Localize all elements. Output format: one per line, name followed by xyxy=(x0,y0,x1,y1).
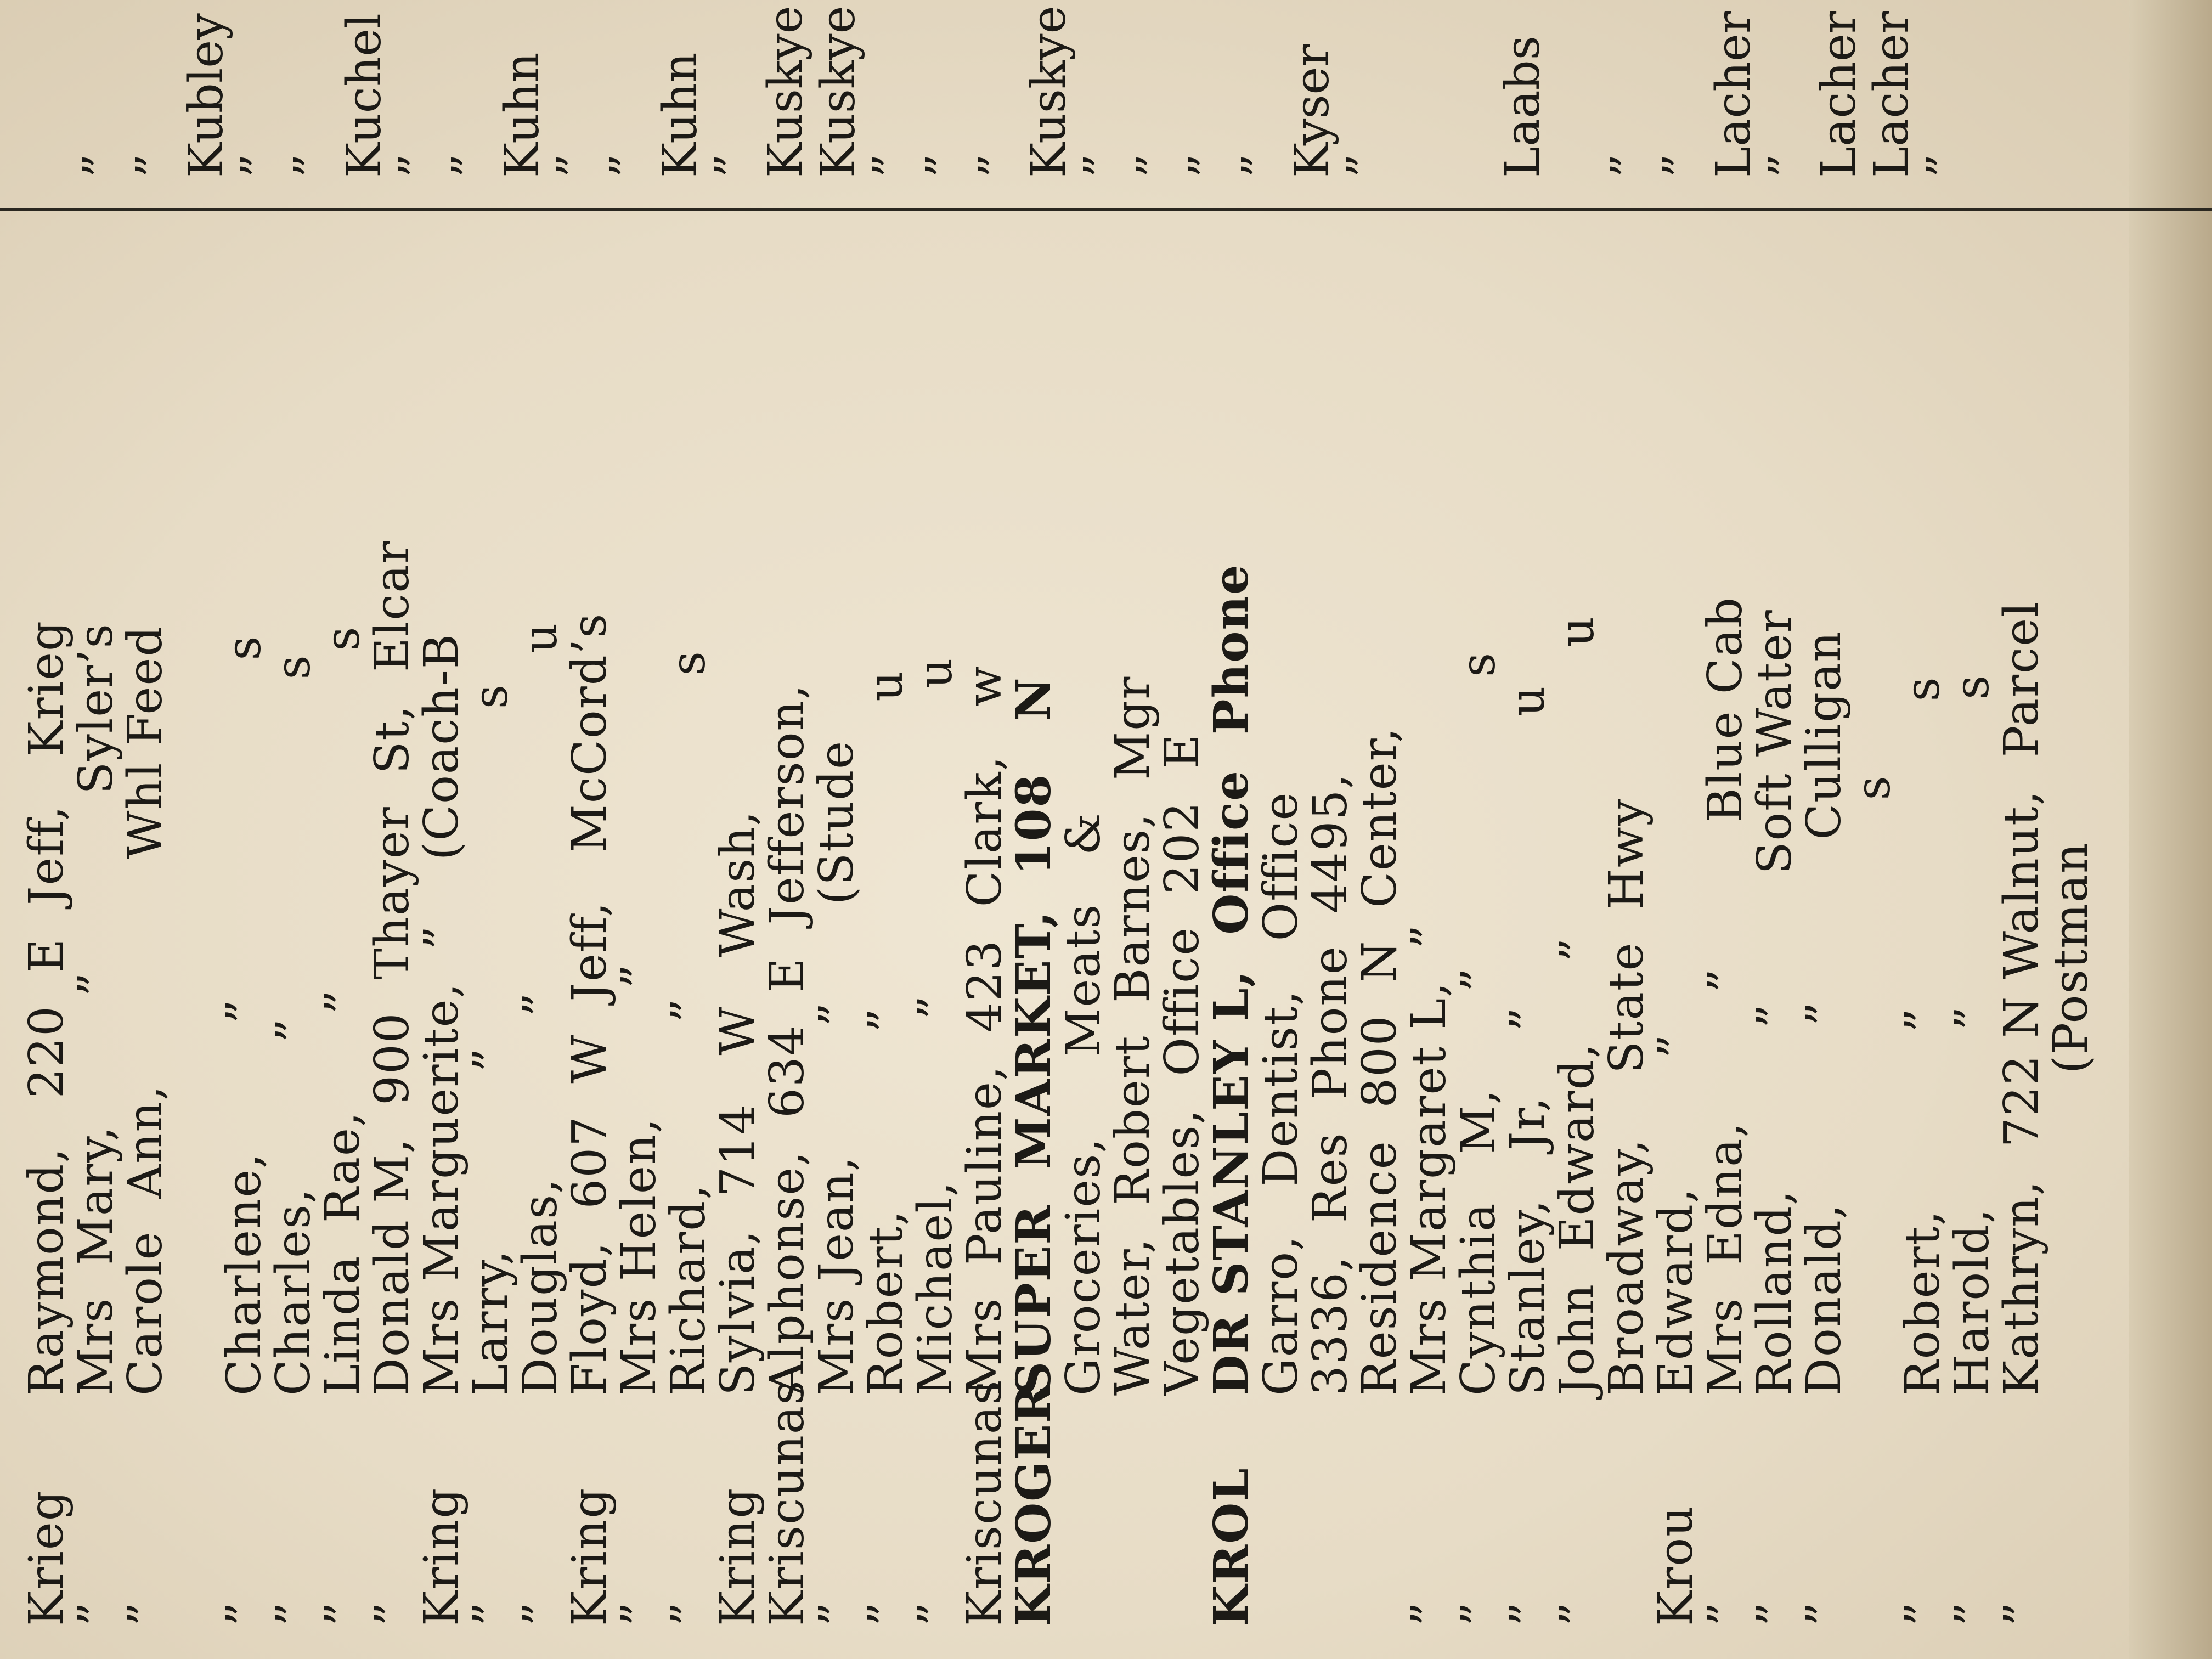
entry-text: Raymond, 220 E Jeff, Krieg xyxy=(19,619,74,1396)
entry-text: Mrs Marguerite, ” (Coach-B xyxy=(414,633,469,1396)
directory-entry xyxy=(2046,540,2096,1626)
directory-entry xyxy=(1797,540,1852,1626)
entry-surname: ” xyxy=(74,154,128,178)
entry-surname: ” xyxy=(1074,154,1129,178)
left-column xyxy=(19,540,2098,1626)
entry-surname: ” xyxy=(864,154,918,178)
directory-entry xyxy=(970,0,1023,178)
entry-text: Garro, Dentist, Office xyxy=(1254,791,1308,1396)
directory-entry xyxy=(809,540,864,1626)
entry-surname: ” xyxy=(1895,1601,1950,1626)
entry-text: Stanley, Jr, ” u xyxy=(1500,685,1555,1396)
directory-entry xyxy=(1549,0,1602,178)
entry-surname: ” xyxy=(1550,1601,1605,1626)
entry-surname: ” xyxy=(1500,1601,1555,1626)
directory-entry xyxy=(1918,0,1971,178)
directory-entry xyxy=(1865,0,1918,178)
entry-text: Kathryn, 722 N Walnut, Parcel xyxy=(1994,601,2049,1396)
entry-surname: ” xyxy=(1127,154,1182,178)
entry-text: Groceries, Meats & xyxy=(1056,812,1111,1396)
entry-surname: Krieg xyxy=(19,1489,74,1626)
directory-entry xyxy=(285,0,338,178)
entry-text: Mrs Mary, ” Syler’s xyxy=(69,623,123,1396)
entry-text: Charlene, ” s xyxy=(217,635,272,1396)
entry-text: Residence 800 N Center, xyxy=(1352,726,1407,1396)
directory-entry xyxy=(812,0,865,178)
entry-surname: ” xyxy=(600,154,655,178)
directory-entry xyxy=(180,0,233,178)
directory-entry xyxy=(1707,0,1760,178)
entry-surname: Lacher xyxy=(1812,11,1866,178)
entry-text: Linda Rae, ” s xyxy=(315,625,370,1396)
directory-entry xyxy=(1181,0,1233,178)
entry-surname: ” xyxy=(1232,154,1287,178)
directory-entry xyxy=(661,540,716,1626)
directory-entry xyxy=(127,0,180,178)
entry-text: Mrs Helen, ” xyxy=(612,963,667,1396)
entry-text: Carole Ann, Whl Feed xyxy=(118,625,173,1396)
directory-entry xyxy=(1204,540,1259,1626)
entry-surname: ” xyxy=(548,154,602,178)
entry-surname: ” xyxy=(365,1601,420,1626)
directory-entry xyxy=(612,540,667,1626)
entry-text: Mrs Edna, ” Blue Cab xyxy=(1698,596,1753,1396)
entry-surname: Kring xyxy=(710,1487,765,1626)
directory-entry xyxy=(1352,540,1407,1626)
directory-entry xyxy=(549,0,601,178)
directory-entry xyxy=(1550,540,1605,1626)
entry-surname: Kuskye xyxy=(758,5,813,178)
directory-entry xyxy=(707,0,759,178)
entry-text: Sylvia, 714 W Wash, xyxy=(710,810,765,1396)
directory-entry xyxy=(496,0,549,178)
entry-surname: ” xyxy=(969,154,1024,178)
entry-text: Broadway, State Hwy xyxy=(1599,798,1654,1396)
directory-entry xyxy=(1286,0,1339,178)
directory-entry xyxy=(957,540,1012,1626)
directory-entry xyxy=(1602,0,1655,178)
entry-text: Larry, ” s xyxy=(464,684,518,1396)
directory-entry xyxy=(1895,540,1950,1626)
directory-entry xyxy=(1155,540,1210,1626)
entry-surname: ” xyxy=(1402,1601,1457,1626)
entry-surname: ” xyxy=(232,154,286,178)
entry-surname: ” xyxy=(661,1601,716,1626)
entry-surname: ” xyxy=(1180,154,1234,178)
directory-entry xyxy=(908,540,963,1626)
directory-entry xyxy=(865,0,917,178)
entry-text: Mrs Margaret L, ” xyxy=(1402,923,1457,1396)
entry-surname: Kubley xyxy=(179,13,234,178)
right-column xyxy=(22,0,1971,178)
entry-surname: ” xyxy=(1601,154,1656,178)
directory-entry xyxy=(365,540,420,1626)
entry-surname: KROL xyxy=(1204,1467,1259,1626)
directory-entry xyxy=(266,540,321,1626)
directory-entry xyxy=(1760,0,1813,178)
entry-surname: ” xyxy=(1747,1601,1802,1626)
entry-text: 3336, Res Phone 4495, xyxy=(1303,772,1358,1396)
entry-text: Donald, ” Culligan xyxy=(1797,630,1852,1396)
directory-entry xyxy=(1500,540,1555,1626)
entry-surname: ” xyxy=(1994,1601,2049,1626)
entry-surname: ” xyxy=(1338,154,1392,178)
directory-entry xyxy=(1105,540,1160,1626)
directory-entry xyxy=(1023,0,1075,178)
directory-entry xyxy=(1006,540,1062,1626)
entry-surname: ” xyxy=(118,1601,173,1626)
entry-surname: Lacher xyxy=(1706,11,1761,178)
entry-text: (Postman xyxy=(2044,842,2098,1396)
directory-entry xyxy=(338,0,391,178)
entry-text: Robert, ” u xyxy=(859,670,913,1396)
entry-surname: ” xyxy=(284,154,339,178)
entry-text: Rolland, ” Soft Water xyxy=(1747,609,1802,1396)
directory-entry xyxy=(1655,0,1707,178)
directory-entry xyxy=(1303,540,1358,1626)
entry-surname: Kuhn xyxy=(495,52,550,178)
entry-surname: Kuskye xyxy=(1022,5,1076,178)
directory-entry xyxy=(75,0,127,178)
directory-entry xyxy=(22,0,75,178)
entry-text: Alphonse, 634 E Jefferson, xyxy=(760,683,815,1396)
entry-surname: ” xyxy=(315,1601,370,1626)
directory-entry xyxy=(917,0,970,178)
entry-surname: ” xyxy=(809,1601,864,1626)
directory-entry xyxy=(1444,0,1497,178)
directory-entry xyxy=(1497,0,1549,178)
entry-surname: ” xyxy=(513,1601,568,1626)
entry-surname: Kyser xyxy=(1285,44,1340,178)
directory-entry xyxy=(414,540,469,1626)
entry-surname: ” xyxy=(1945,1601,2000,1626)
entry-text: Michael, ” u xyxy=(908,657,963,1396)
directory-entry xyxy=(1056,540,1111,1626)
entry-surname: ” xyxy=(908,1601,963,1626)
entry-surname: ” xyxy=(1654,154,1708,178)
entry-surname: ” xyxy=(1759,154,1814,178)
entry-text: Edward, ” xyxy=(1649,1033,1703,1396)
entry-surname: ” xyxy=(390,154,444,178)
directory-entry xyxy=(759,0,812,178)
entry-text: Water, Robert Barnes, Mgr xyxy=(1105,675,1160,1396)
directory-entry xyxy=(1256,540,1306,1626)
directory-entry xyxy=(1698,540,1753,1626)
directory-entry xyxy=(1846,540,1901,1626)
entry-surname: Kriscunas xyxy=(957,1379,1012,1626)
directory-entry xyxy=(71,540,121,1626)
directory-entry xyxy=(760,540,815,1626)
directory-entry xyxy=(233,0,285,178)
entry-text: s xyxy=(1846,775,1901,1396)
entry-surname: ” xyxy=(612,1601,667,1626)
entry-text: Mrs Pauline, 423 Clark, w xyxy=(957,665,1012,1396)
directory-entry xyxy=(601,0,654,178)
directory-entry xyxy=(1391,0,1444,178)
entry-surname: ” xyxy=(442,154,497,178)
entry-surname: Kring xyxy=(562,1487,617,1626)
entry-text: Robert, ” s xyxy=(1895,676,1950,1396)
entry-surname: ” xyxy=(217,1601,272,1626)
entry-text: Douglas, ” u xyxy=(513,622,568,1396)
entry-surname: ” xyxy=(266,1601,321,1626)
directory-entry xyxy=(170,540,219,1626)
directory-entry xyxy=(391,0,443,178)
entry-surname: ” xyxy=(126,154,181,178)
directory-entry xyxy=(1075,0,1128,178)
entry-text: Charles, ” s xyxy=(266,654,321,1396)
directory-entry xyxy=(217,540,272,1626)
directory-entry xyxy=(1945,540,2000,1626)
entry-text: John Edward, ” u xyxy=(1550,615,1605,1396)
directory-entry xyxy=(1994,540,2049,1626)
directory-entry xyxy=(1599,540,1654,1626)
directory-entry xyxy=(1128,0,1181,178)
directory-entry xyxy=(1402,540,1457,1626)
entry-surname: ” xyxy=(1451,1601,1506,1626)
entry-text: Floyd, 607 W Jeff, McCord’s xyxy=(562,612,617,1396)
directory-entry xyxy=(19,540,74,1626)
entry-surname: ” xyxy=(916,154,971,178)
entry-surname: ” xyxy=(706,154,760,178)
directory-entry xyxy=(1233,0,1286,178)
directory-entry xyxy=(562,540,617,1626)
entry-text: SUPER MARKET, 108 N xyxy=(1006,676,1062,1396)
directory-entry xyxy=(1451,540,1506,1626)
entry-surname: Lacher xyxy=(1864,11,1919,178)
entry-surname: ” xyxy=(1917,154,1972,178)
directory-entry xyxy=(710,540,765,1626)
entry-surname: Laabs xyxy=(1496,36,1550,178)
entry-text: Cynthia M, ” s xyxy=(1451,651,1506,1396)
entry-surname: ” xyxy=(464,1601,518,1626)
entry-surname: ” xyxy=(1698,1601,1753,1626)
entry-surname: Krou xyxy=(1649,1505,1703,1626)
entry-surname: ” xyxy=(859,1601,913,1626)
directory-entry xyxy=(118,540,173,1626)
entry-surname: Kring xyxy=(414,1487,469,1626)
directory-entry xyxy=(1651,540,1701,1626)
directory-entry xyxy=(1813,0,1865,178)
directory-entry xyxy=(466,540,516,1626)
entry-surname: Kuskye xyxy=(811,5,866,178)
entry-surname: ” xyxy=(69,1601,123,1626)
directory-entry xyxy=(443,0,496,178)
directory-entry xyxy=(654,0,707,178)
directory-entry xyxy=(1339,0,1391,178)
entry-surname: KROGER xyxy=(1006,1383,1062,1626)
entry-text: DR STANLEY L, Office Phone xyxy=(1204,563,1259,1396)
directory-entry xyxy=(861,540,911,1626)
entry-surname: ” xyxy=(1797,1601,1852,1626)
directory-entry xyxy=(1747,540,1802,1626)
entry-text: Richard, ” s xyxy=(661,650,716,1396)
entry-text: Harold, ” s xyxy=(1945,674,2000,1396)
column-divider xyxy=(0,208,2212,211)
entry-surname: Kriscunas xyxy=(760,1379,815,1626)
entry-text: Vegetables, Office 202 E xyxy=(1155,733,1210,1396)
entry-text: Donald M, 900 Thayer St, Elcar xyxy=(365,540,420,1396)
directory-entry xyxy=(315,540,370,1626)
entry-surname: Kuhn xyxy=(653,52,708,178)
directory-entry xyxy=(513,540,568,1626)
entry-text: Mrs Jean, ” (Stude xyxy=(809,740,864,1396)
entry-surname: Kuchel xyxy=(337,13,392,178)
